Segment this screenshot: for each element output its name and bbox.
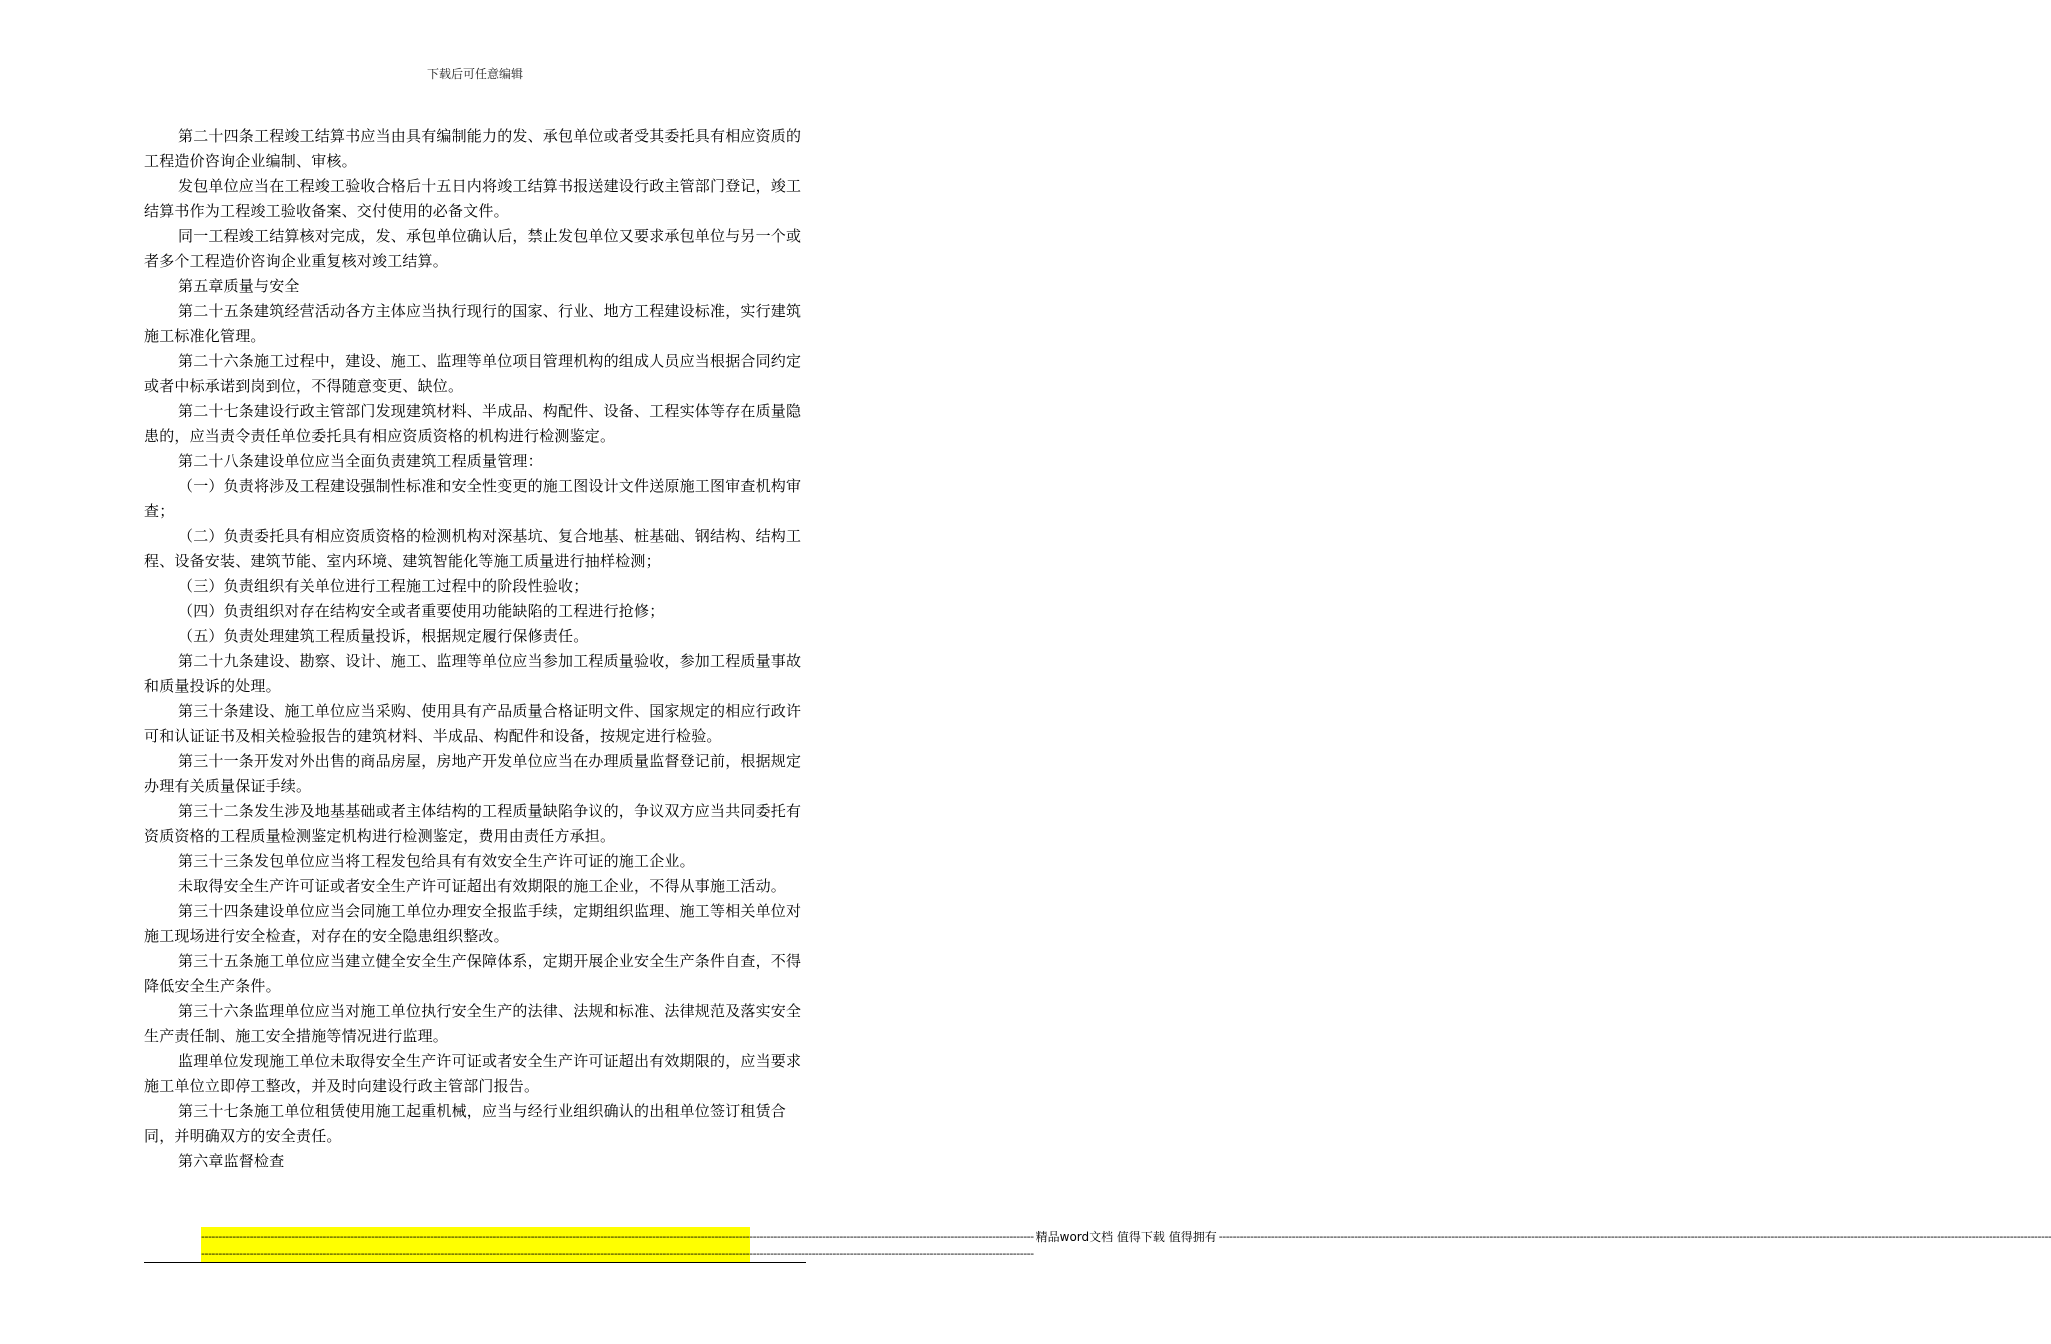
paragraph: （五）负责处理建筑工程质量投诉，根据规定履行保修责任。 [178,627,589,645]
paragraph: 第三十六条监理单位应当对施工单位执行安全生产的法律、法规和标准、法律规范及落实安全生产责任制、施工安全措施等情况进行监理。 [144,1002,802,1045]
paragraph: 第二十五条建筑经营活动各方主体应当执行现行的国家、行业、地方工程建设标准，实行建筑施工标准化管理。 [144,302,802,345]
banner-line-top [201,1228,2051,1245]
paragraph: 第二十七条建设行政主管部门发现建筑材料、半成品、构配件、设备、工程实体等存在质量隐患的，应当责令责任单位委托具有相应资质资格的机构进行检测鉴定。 [144,402,802,445]
dash-fill-right: ------------------------------------------------------------------------------------------------------------------------------------------------------------------------------------------------------------------------------------------------ [1218,1229,2051,1243]
paragraph: 同一工程竣工结算核对完成，发、承包单位确认后，禁止发包单位又要求承包单位与另一个或者多个工程造价咨询企业重复核对竣工结算。 [144,227,802,270]
page-header: 下载后可任意编辑 [426,67,523,81]
paragraph: 第二十六条施工过程中，建设、施工、监理等单位项目管理机构的组成人员应当根据合同约定或者中标承诺到岗到位，不得随意变更、缺位。 [144,352,802,395]
banner-line-bottom [201,1245,1034,1262]
document-body [144,124,806,1174]
paragraph: 第三十五条施工单位应当建立健全安全生产保障体系，定期开展企业安全生产条件自查，不得降低安全生产条件。 [144,952,802,995]
paragraph: 第三十条建设、施工单位应当采购、使用具有产品质量合格证明文件、国家规定的相应行政许可和认证证书及相关检验报告的建筑材料、半成品、构配件和设备，按规定进行检验。 [144,702,802,745]
paragraph: （一）负责将涉及工程建设强制性标准和安全性变更的施工图设计文件送原施工图审查机构审查； [144,477,802,520]
paragraph: 第三十四条建设单位应当会同施工单位办理安全报监手续，定期组织监理、施工等相关单位对施工现场进行安全检查，对存在的安全隐患组织整改。 [144,902,802,945]
paragraph: 发包单位应当在工程竣工验收合格后十五日内将竣工结算书报送建设行政主管部门登记，竣工结算书作为工程竣工验收备案、交付使用的必备文件。 [144,177,802,220]
banner-text: 精品word文档 值得下载 值得拥有 [1035,1229,1217,1244]
paragraph: 第三十二条发生涉及地基基础或者主体结构的工程质量缺陷争议的，争议双方应当共同委托有资质资格的工程质量检测鉴定机构进行检测鉴定，费用由责任方承担。 [144,802,802,845]
paragraph: 第五章质量与安全 [178,277,300,295]
paragraph: 第二十四条工程竣工结算书应当由具有编制能力的发、承包单位或者受其委托具有相应资质的工程造价咨询企业编制、审核。 [144,127,802,170]
paragraph: 第三十七条施工单位租赁使用施工起重机械，应当与经行业组织确认的出租单位签订租赁合同，并明确双方的安全责任。 [144,1102,787,1145]
paragraph: （二）负责委托具有相应资质资格的检测机构对深基坑、复合地基、桩基础、钢结构、结构工程、设备安装、建筑节能、室内环境、建筑智能化等施工质量进行抽样检测； [144,527,802,570]
paragraph: （四）负责组织对存在结构安全或者重要使用功能缺陷的工程进行抢修； [178,602,665,620]
paragraph: 第二十九条建设、勘察、设计、施工、监理等单位应当参加工程质量验收，参加工程质量事故和质量投诉的处理。 [144,652,802,695]
paragraph: 监理单位发现施工单位未取得安全生产许可证或者安全生产许可证超出有效期限的，应当要求施工单位立即停工整改，并及时向建设行政主管部门报告。 [144,1052,802,1095]
dash-fill-full: ------------------------------------------------------------------------------------------------------------------------------------------------------------------------------------------------------------------------------------------------ [201,1246,1034,1260]
footer-rule [144,1262,806,1263]
paragraph: 第三十三条发包单位应当将工程发包给具有有效安全生产许可证的施工企业。 [178,852,695,870]
paragraph: 第二十八条建设单位应当全面负责建筑工程质量管理： [178,452,543,470]
paragraph: 未取得安全生产许可证或者安全生产许可证超出有效期限的施工企业，不得从事施工活动。 [178,877,787,895]
dash-fill-left: ------------------------------------------------------------------------------------------------------------------------------------------------------------------------------------------------------------------------------------------------ [201,1229,1034,1243]
paragraph: 第三十一条开发对外出售的商品房屋，房地产开发单位应当在办理质量监督登记前，根据规定办理有关质量保证手续。 [144,752,802,795]
paragraph: 第六章监督检查 [178,1152,285,1170]
paragraph: （三）负责组织有关单位进行工程施工过程中的阶段性验收； [178,577,589,595]
footer-banner [201,1227,2051,1263]
